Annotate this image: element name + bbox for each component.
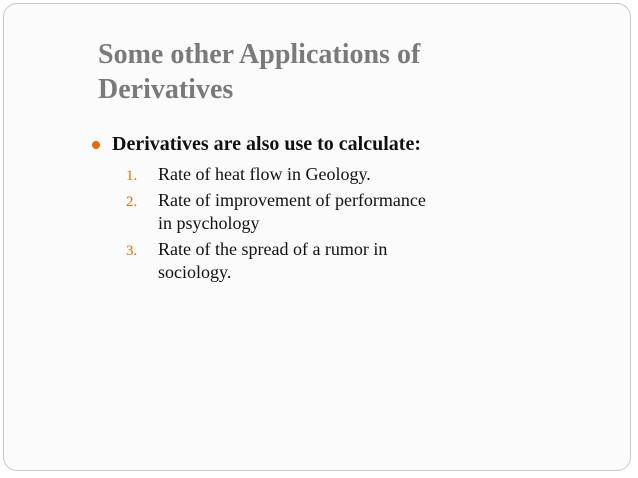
slide-content xyxy=(84,132,444,287)
list-item xyxy=(84,163,444,186)
bullet-item xyxy=(84,132,444,157)
list-item-text: Rate of heat flow in Geology. xyxy=(158,164,371,184)
list-item xyxy=(84,189,444,235)
list-number: 1. xyxy=(126,168,138,184)
list-item-text: Rate of improvement of performance in psychology xyxy=(158,190,426,233)
numbered-list xyxy=(84,163,444,284)
list-item-text: Rate of the spread of a rumor in sociology. xyxy=(158,239,388,282)
slide-frame xyxy=(3,3,631,471)
list-item xyxy=(84,238,444,284)
slide-title: Some other Applications of Derivatives xyxy=(98,39,421,105)
list-number: 3. xyxy=(126,243,138,259)
bullet-dot-icon xyxy=(92,141,100,149)
list-number: 2. xyxy=(126,194,138,210)
bullet-text: Derivatives are also use to calculate: xyxy=(112,133,421,155)
